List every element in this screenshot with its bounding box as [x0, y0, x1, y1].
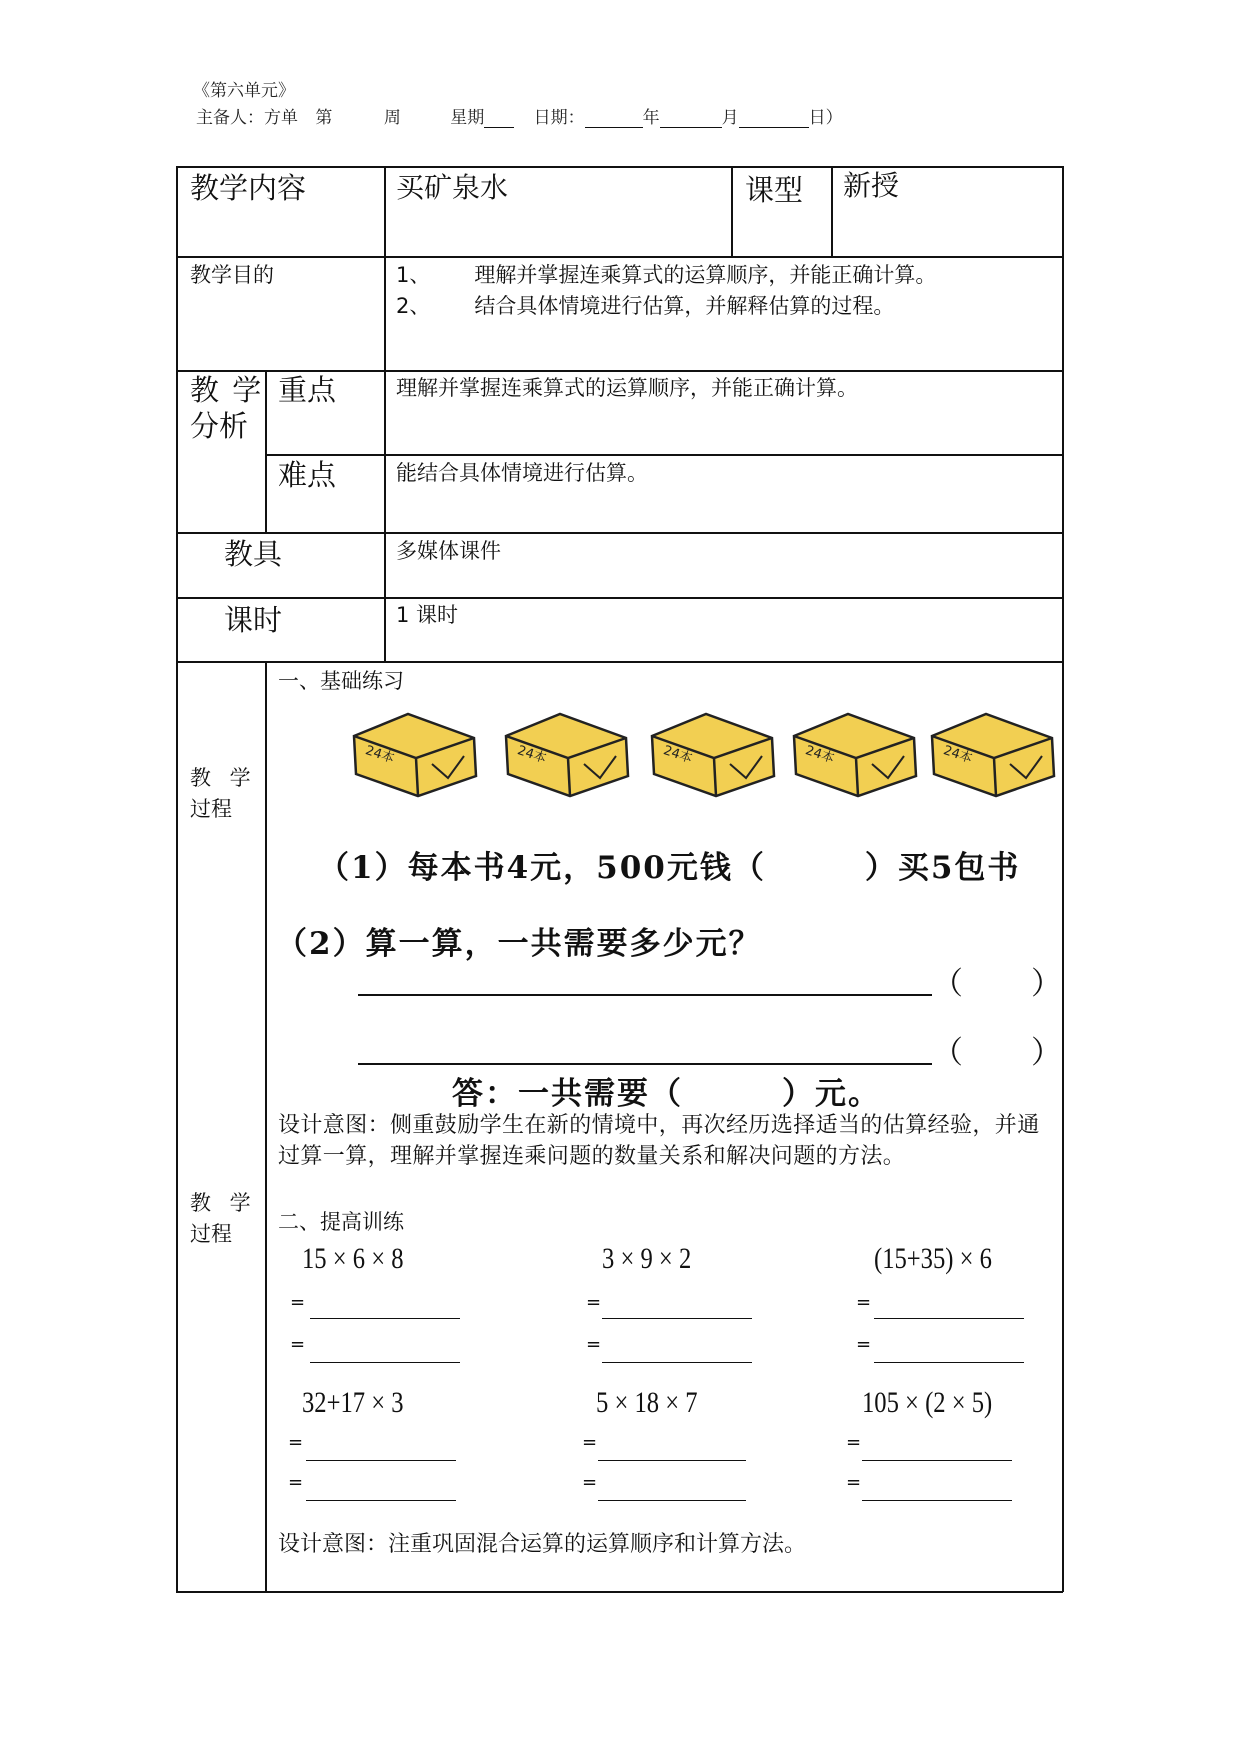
design-intent-1: 设计意图：侧重鼓励学生在新的情境中，再次经历选择适当的估算经验，并通过算一算，理解并掌握连乘问题的数量关系和解决问题的方法。	[278, 1113, 1040, 1169]
goal-2-text: 结合具体情境进行估算，并解释估算的过程。	[474, 294, 895, 318]
weekday-blank	[484, 109, 514, 128]
date-label: 日期：	[533, 108, 585, 128]
eq-sign: =	[846, 1472, 862, 1493]
ex6-answer-line-2[interactable]	[862, 1500, 1012, 1501]
answer-paren-1: （ ）	[932, 966, 1064, 1002]
ex5-answer-line-1[interactable]	[598, 1460, 746, 1461]
answer-line-2[interactable]	[358, 1063, 932, 1065]
tools-label: 教具	[224, 537, 283, 571]
eq-sign: =	[586, 1334, 602, 1355]
exercise-1: 15 × 6 × 8	[302, 1242, 404, 1275]
process-label-2a: 教 学	[190, 1191, 257, 1215]
book-bundle-icon	[500, 708, 634, 798]
goal-1-num: 1、	[396, 263, 431, 287]
analysis-label-line1: 教 学	[190, 373, 264, 407]
book-bundle-label: 24本	[661, 743, 695, 767]
week-prefix: 第	[315, 108, 333, 128]
book-bundle-label: 24本	[803, 743, 837, 767]
month-blank	[660, 109, 722, 128]
eq-sign: =	[846, 1432, 862, 1453]
key-value: 理解并掌握连乘算式的运算顺序，并能正确计算。	[396, 376, 858, 400]
section1-title: 一、基础练习	[278, 669, 404, 693]
header-info-line	[196, 103, 843, 128]
design-intent-2: 设计意图：注重巩固混合运算的运算顺序和计算方法。	[278, 1532, 807, 1557]
book-bundle-label: 24本	[941, 743, 975, 767]
goal-1-text: 理解并掌握连乘算式的运算顺序，并能正确计算。	[474, 263, 937, 287]
process-label-2b: 过程	[190, 1222, 232, 1246]
goal-1	[396, 259, 936, 291]
period-label: 课时	[224, 603, 283, 637]
type-value: 新授	[843, 169, 900, 202]
eq-sign: =	[582, 1472, 598, 1493]
goal-label: 教学目的	[190, 263, 274, 287]
period-value: 1 课时	[396, 603, 459, 627]
key-label: 重点	[278, 373, 337, 407]
week-suffix: 周	[383, 108, 401, 128]
year-label: 年	[642, 108, 660, 128]
year-blank	[585, 109, 643, 128]
ex1-answer-line-1[interactable]	[310, 1318, 460, 1319]
eq-sign: =	[856, 1334, 872, 1355]
book-bundle-label: 24本	[363, 743, 397, 767]
ex4-answer-line-2[interactable]	[306, 1500, 456, 1501]
answer-paren-2: （ ）	[932, 1035, 1064, 1071]
book-bundle-icon	[926, 708, 1060, 798]
exercise-3: (15+35) × 6	[874, 1242, 992, 1275]
ex4-answer-line-1[interactable]	[306, 1460, 456, 1461]
process-label-1a: 教 学	[190, 766, 257, 790]
book-bundle-icon	[348, 708, 482, 798]
content-value: 买矿泉水	[396, 171, 509, 204]
question-1-box	[266, 836, 1062, 888]
answer-sentence: 答：一共需要（ ）元。	[452, 1076, 881, 1112]
tools-value: 多媒体课件	[396, 539, 501, 563]
eq-sign: =	[856, 1292, 872, 1313]
eq-sign: =	[290, 1334, 306, 1355]
exercise-5: 5 × 18 × 7	[596, 1386, 698, 1419]
eq-sign: =	[290, 1292, 306, 1313]
exercise-2: 3 × 9 × 2	[602, 1242, 692, 1275]
process-label-1b: 过程	[190, 797, 232, 821]
weekday-label: 星期	[450, 108, 485, 128]
question-1: （1）每本书4元，500元钱（ ）买5包书	[318, 850, 1021, 886]
ex3-answer-line-2[interactable]	[874, 1362, 1024, 1363]
day-blank	[739, 109, 809, 128]
eq-sign: =	[582, 1432, 598, 1453]
type-label: 课型	[745, 173, 804, 207]
exercise-4: 32+17 × 3	[302, 1386, 404, 1419]
ex5-answer-line-2[interactable]	[598, 1500, 746, 1501]
book-bundle-icon	[788, 708, 922, 798]
month-label: 月	[721, 108, 739, 128]
exercise-6: 105 × (2 × 5)	[862, 1386, 993, 1419]
eq-sign: =	[586, 1292, 602, 1313]
book-bundle-icon	[646, 708, 780, 798]
ex1-answer-line-2[interactable]	[310, 1362, 460, 1363]
section2-title: 二、提高训练	[278, 1210, 404, 1234]
eq-sign: =	[288, 1472, 304, 1493]
ex3-answer-line-1[interactable]	[874, 1318, 1024, 1319]
day-label: 日）	[808, 108, 843, 128]
difficulty-value: 能结合具体情境进行估算。	[396, 461, 648, 485]
preparer: 主备人：方单	[196, 108, 298, 128]
eq-sign: =	[288, 1432, 304, 1453]
unit-title: 《第六单元》	[193, 81, 295, 101]
content-label: 教学内容	[190, 171, 307, 205]
question-2: （2）算一算，一共需要多少元？	[276, 926, 762, 962]
answer-line-1[interactable]	[358, 994, 932, 996]
ex6-answer-line-1[interactable]	[862, 1460, 1012, 1461]
goal-2-num: 2、	[396, 294, 431, 318]
difficulty-label: 难点	[278, 458, 337, 492]
ex2-answer-line-1[interactable]	[602, 1318, 752, 1319]
analysis-label-line2: 分析	[190, 409, 249, 443]
goal-2	[396, 290, 894, 322]
ex2-answer-line-2[interactable]	[602, 1362, 752, 1363]
book-bundle-label: 24本	[515, 743, 549, 767]
